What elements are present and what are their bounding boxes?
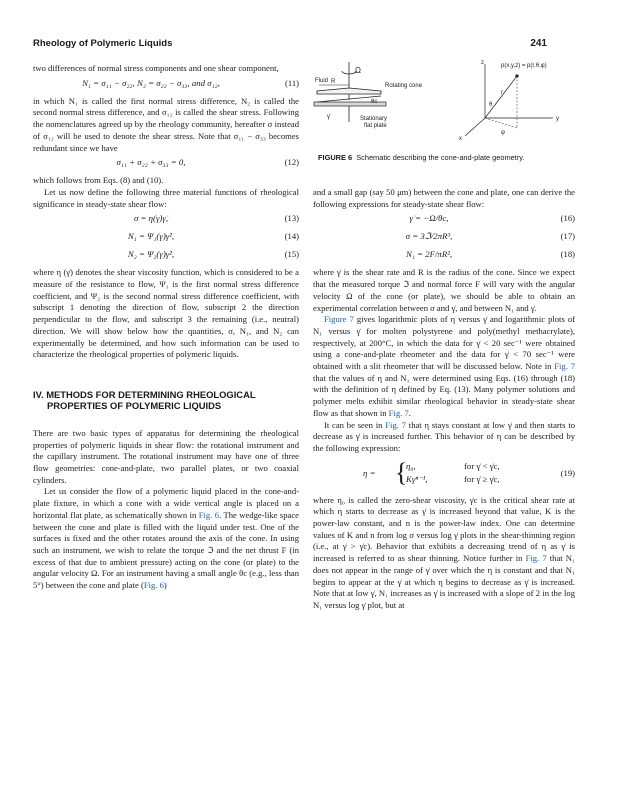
- equation-number: (13): [284, 213, 299, 224]
- running-title: Rheology of Polymeric Liquids: [33, 38, 173, 49]
- rotating-cone-label: Rotating cone: [385, 83, 423, 89]
- rotating-cone-shape: [317, 88, 381, 94]
- theta-c-label: θc: [371, 99, 378, 105]
- case-row: [406, 473, 500, 486]
- paragraph: [313, 314, 575, 419]
- equation-body: N₁ = 2F/πR²,: [405, 249, 453, 260]
- r-vector: [485, 76, 517, 118]
- text-span: gives logarithmic plots of η versus γ̇ and logarithmic plots of N₁ versus γ̇ for molten polystyrene and poly(methyl methacrylate), respectively, at 200°C, in which the data for γ̇ < 20 sec⁻¹ were obtained using a cone-and-plate rheometer and the data for γ̇ < 70 sec⁻¹ were obtained with a slit rheometer that will be discussed below. Note in: [313, 314, 575, 372]
- text-span: ): [163, 580, 167, 591]
- coordinate-label: p(x,y,z) = p(r,θ,φ): [501, 63, 547, 69]
- flat-plate-label: flat plate: [364, 123, 387, 129]
- x-label: x: [459, 136, 462, 142]
- equation-body: N₁ = Ψ₁(γ̇)γ̇²,: [127, 231, 175, 242]
- figure-link[interactable]: Figure 7: [324, 314, 354, 325]
- equation-number: (16): [560, 213, 575, 224]
- paragraph: [313, 495, 575, 612]
- right-column: [313, 187, 575, 612]
- page-number: 241: [530, 38, 547, 49]
- x-axis: [465, 118, 485, 136]
- fluid-label: Fluid: [315, 78, 329, 84]
- caption-label: FIGURE 6: [318, 153, 353, 162]
- figure-link[interactable]: Fig. 6: [198, 509, 220, 520]
- equation-number: (11): [285, 77, 299, 88]
- equation-18: [313, 249, 575, 264]
- figure-caption: [318, 153, 580, 162]
- text-span: Let us consider the flow of a polymeric liquid placed in the cone-and-plate fixture, in which a cone with a wide vertical angle is placed on a horizontal flat plate, as schematically shown in: [33, 486, 299, 520]
- figure-link[interactable]: Fig. 7: [525, 553, 547, 564]
- paragraph: where η (γ̇) denotes the shear viscosity function, which is considered to be a measure of the resistance to flow, Ψ₁ is the first normal stress difference coefficient, and Ψ₂ is the second normal stress difference coefficient, with subscript 1 denoting the direction of flow, subscript 2 the direction perpendicular to the flow, and subscript 3 the remaining (i.e., neutral) direction. We will show below how the quantities, σ, N₁, and N₂ can experimentally be determined, and how such information can be used to characterize the rheological properties of polymeric liquids.: [33, 267, 299, 360]
- text-span: . The wedge-like space between the cone and plate is filled with the liquid under test. One of the surfaces is fixed and the other rotates around the axis of the cone. In using such an instrument, we wish to relate the torque ℑ and the net thrust F (in excess of that due to ambient pressure) acting on the cone (or plate) to the angular velocity Ω. For an instrument having a small angle θc (e.g., less than 5°) between the cone and plate (: [33, 509, 299, 591]
- paragraph: [33, 486, 299, 591]
- equation-body: N₁ = σ₁₁ − σ₂₂, N₂ = σ₂₂ − σ₃₃, and σ₁₂,: [82, 77, 220, 88]
- figure-link[interactable]: Fig. 7: [388, 407, 409, 418]
- brace: {: [395, 457, 408, 487]
- equation-14: [33, 231, 299, 246]
- case-condition: for γ̇ < γ̇c,: [464, 460, 500, 471]
- equation-number: (12): [284, 157, 299, 168]
- equation-11: [33, 78, 299, 93]
- theta-label: θ: [489, 102, 493, 108]
- left-column: [33, 63, 299, 592]
- text-span: .: [408, 407, 411, 418]
- equation-body: γ̇ = −Ω/θc,: [409, 213, 449, 224]
- case-value: Kγ̇ⁿ⁻¹,: [406, 473, 428, 484]
- paragraph: in which N₁ is called the first normal stress difference, N₂ is called the second normal stress difference, and σ₁₂ is called the shear stress. Following the nomenclatures agreed up by the rheology community, hereafter σ instead of σ₁₂ will be used to denote the shear stress. Note that σ₁₁ − σ₃₃ becomes redundant since we have: [33, 95, 299, 153]
- text-span: where η₀ is called the zero-shear viscosity, γ̇c is the critical shear rate at which η starts to decrease as γ̇ is increased beyond that value, K is the power-law constant, and n is the power-law index. One can determine values of K and n from log σ versus log γ̇ plots in the shear-thinning region (i.e., at γ̇ > γ̇c). Behavior that exhibits a decreasing trend of η as γ̇ is increased is referred to as shear thinning. Notice further in: [313, 494, 575, 564]
- equation-lhs: η =: [363, 467, 376, 478]
- paragraph: and a small gap (say 50 μm) between the cone and plate, one can derive the following expressions for steady-state shear flow:: [313, 187, 575, 209]
- text-span: that the values of η and N₁ were determined using Eqs. (16) through (18) with the definition of η defined by Eq. (13). Many polymer solutions and polymer melts exhibit similar rheological behavior in steady-state shear flow as that shown in: [313, 372, 575, 418]
- text-span: that N₁ does not appear in the range of γ̇ over which the η is constant and that N₁ begins to appear at the γ̇ at which η begins to decrease as γ̇ is increased. Note that at low γ̇, N₁ increases as γ̇ is increased with a slope of 2 in the log N₁ versus log γ̇ plot, but at: [313, 553, 576, 610]
- text-span: that η stays constant at low γ̇ and then starts to decrease as γ̇ is increased further. This behavior of η can be described by the following expression:: [313, 419, 575, 453]
- equation-19: [313, 458, 575, 492]
- case-row: [406, 460, 500, 473]
- radius-label: R: [331, 79, 336, 85]
- equation-cases: [406, 460, 500, 486]
- figure-link[interactable]: Fig. 7: [385, 419, 406, 430]
- paragraph: two differences of normal stress components and one shear component,: [33, 63, 279, 73]
- paragraph: where γ̇ is the shear rate and R is the radius of the cone. Since we expect that the measured torque ℑ and normal force F will vary with the angular velocity Ω of the cone (or plate), we should be able to obtain an experimental correlation between σ and γ̇, and between N₁ and γ̇.: [313, 267, 575, 313]
- equation-body: N₂ = Ψ₂(γ̇)γ̇²,: [127, 249, 175, 260]
- paragraph: which follows from Eqs. (8) and (10).: [33, 175, 164, 186]
- equation-body: σ = η(γ̇)γ̇,: [133, 213, 169, 224]
- figure-link[interactable]: Fig. 7: [554, 361, 576, 372]
- caption-text: Schematic describing the cone-and-plate geometry.: [356, 153, 525, 162]
- stationary-label: Stationary: [360, 116, 388, 122]
- equation-13: [33, 213, 299, 228]
- r-label: r: [501, 90, 503, 96]
- z-label: z: [481, 60, 484, 66]
- equation-15: [33, 249, 299, 264]
- case-condition: for γ̇ ≥ γ̇c,: [464, 473, 500, 484]
- cone-and-plate-diagram: [313, 58, 575, 153]
- equation-body: σ₁₁ + σ₂₂ + σ₃₃ = 0,: [116, 157, 186, 168]
- y-label: y: [556, 116, 559, 122]
- figure-6: [313, 58, 575, 168]
- omega-label: Ω: [355, 66, 361, 75]
- case-value: η₀,: [406, 460, 416, 471]
- projection-base: [485, 118, 517, 128]
- equation-number: (19): [560, 467, 575, 478]
- equation-17: [313, 231, 575, 246]
- equation-number: (17): [560, 231, 575, 242]
- phi-label: φ: [501, 130, 505, 136]
- section-heading: IV. METHODS FOR DETERMINING RHEOLOGICAL PROPERTIES OF POLYMERIC LIQUIDS: [33, 388, 256, 412]
- text-span: It can be seen in: [324, 419, 386, 430]
- equation-16: [313, 213, 575, 228]
- equation-number: (15): [284, 249, 299, 260]
- paragraph: Let us now define the following three material functions of rheological significance in steady-state shear flow:: [33, 186, 299, 209]
- paragraph: [313, 420, 575, 455]
- gamma-label: γ̇: [327, 114, 330, 120]
- equation-number: (14): [284, 231, 299, 242]
- figure-link[interactable]: Fig. 6: [143, 580, 164, 591]
- equation-number: (18): [560, 249, 575, 260]
- equation-body: σ = 3ℑ/2πR³,: [405, 231, 453, 242]
- paragraph: There are two basic types of apparatus for determining the rheological properties of polymeric liquids in shear flow: the rotational instrument and the capillary instrument. The rotational instrument may have one of three flow geometries: cone-and-plate, two parallel plates, or two coaxial cylinders.: [33, 427, 299, 485]
- equation-12: [33, 157, 299, 172]
